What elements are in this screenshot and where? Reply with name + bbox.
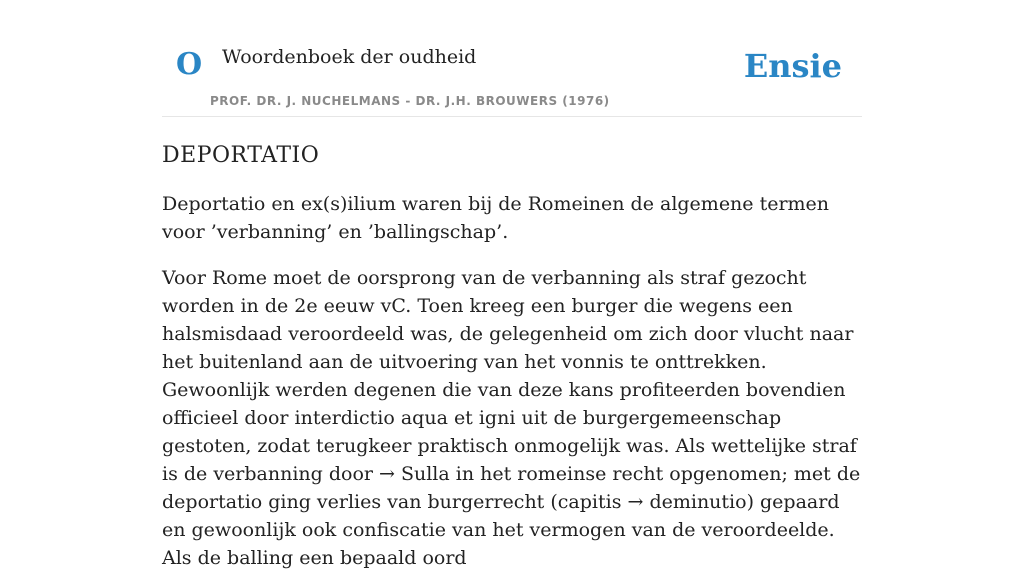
arrow-link-deminutio[interactable]: →	[627, 491, 644, 513]
arrow-link-sulla[interactable]: →	[379, 463, 395, 485]
paragraph-2-text-a: Voor Rome moet de oorsprong van de verbanning als straf gezocht worden in de 2e eeuw vC. Toen kreeg een burger die wegens een halsmisdaad veroordeeld was, de gelegenheid om zich door vlucht naar het buitenland aan de uitvoering van het vonnis te onttrekken. Gewoonlijk werden degenen die van deze kans profiteerden bovendien officieel door interdictio aqua et igni uit de burgergemeenschap gestoten, zodat terugkeer praktisch onmogelijk was. Als wettelijke straf is de verbanning door	[162, 267, 857, 485]
entry-paragraph-2	[162, 264, 862, 572]
source-header	[162, 0, 862, 117]
entry-paragraph-1: Deportatio en ex(s)ilium waren bij de Romeinen de algemene termen voor ’verbanning’ en ’ballingschap’.	[162, 193, 830, 243]
book-title-link[interactable]: Woordenboek der oudheid	[222, 46, 477, 68]
paragraph-2-text-c: deminutio) gepaard en gewoonlijk ook confiscatie van het vermogen van de veroordeelde. Als de balling een bepaald oord	[162, 491, 840, 569]
source-logo-letter: O	[176, 47, 203, 82]
article-page	[162, 0, 862, 572]
paragraph-2-text-b: Sulla in het romeinse recht opgenomen; met de deportatio ging verlies van burgerrecht (capitis	[162, 463, 861, 513]
entry-title: DEPORTATIO	[162, 143, 320, 168]
ensie-logo-link[interactable]: Ensie	[743, 47, 842, 85]
authors-line: PROF. DR. J. NUCHELMANS - DR. J.H. BROUWERS (1976)	[210, 94, 610, 108]
